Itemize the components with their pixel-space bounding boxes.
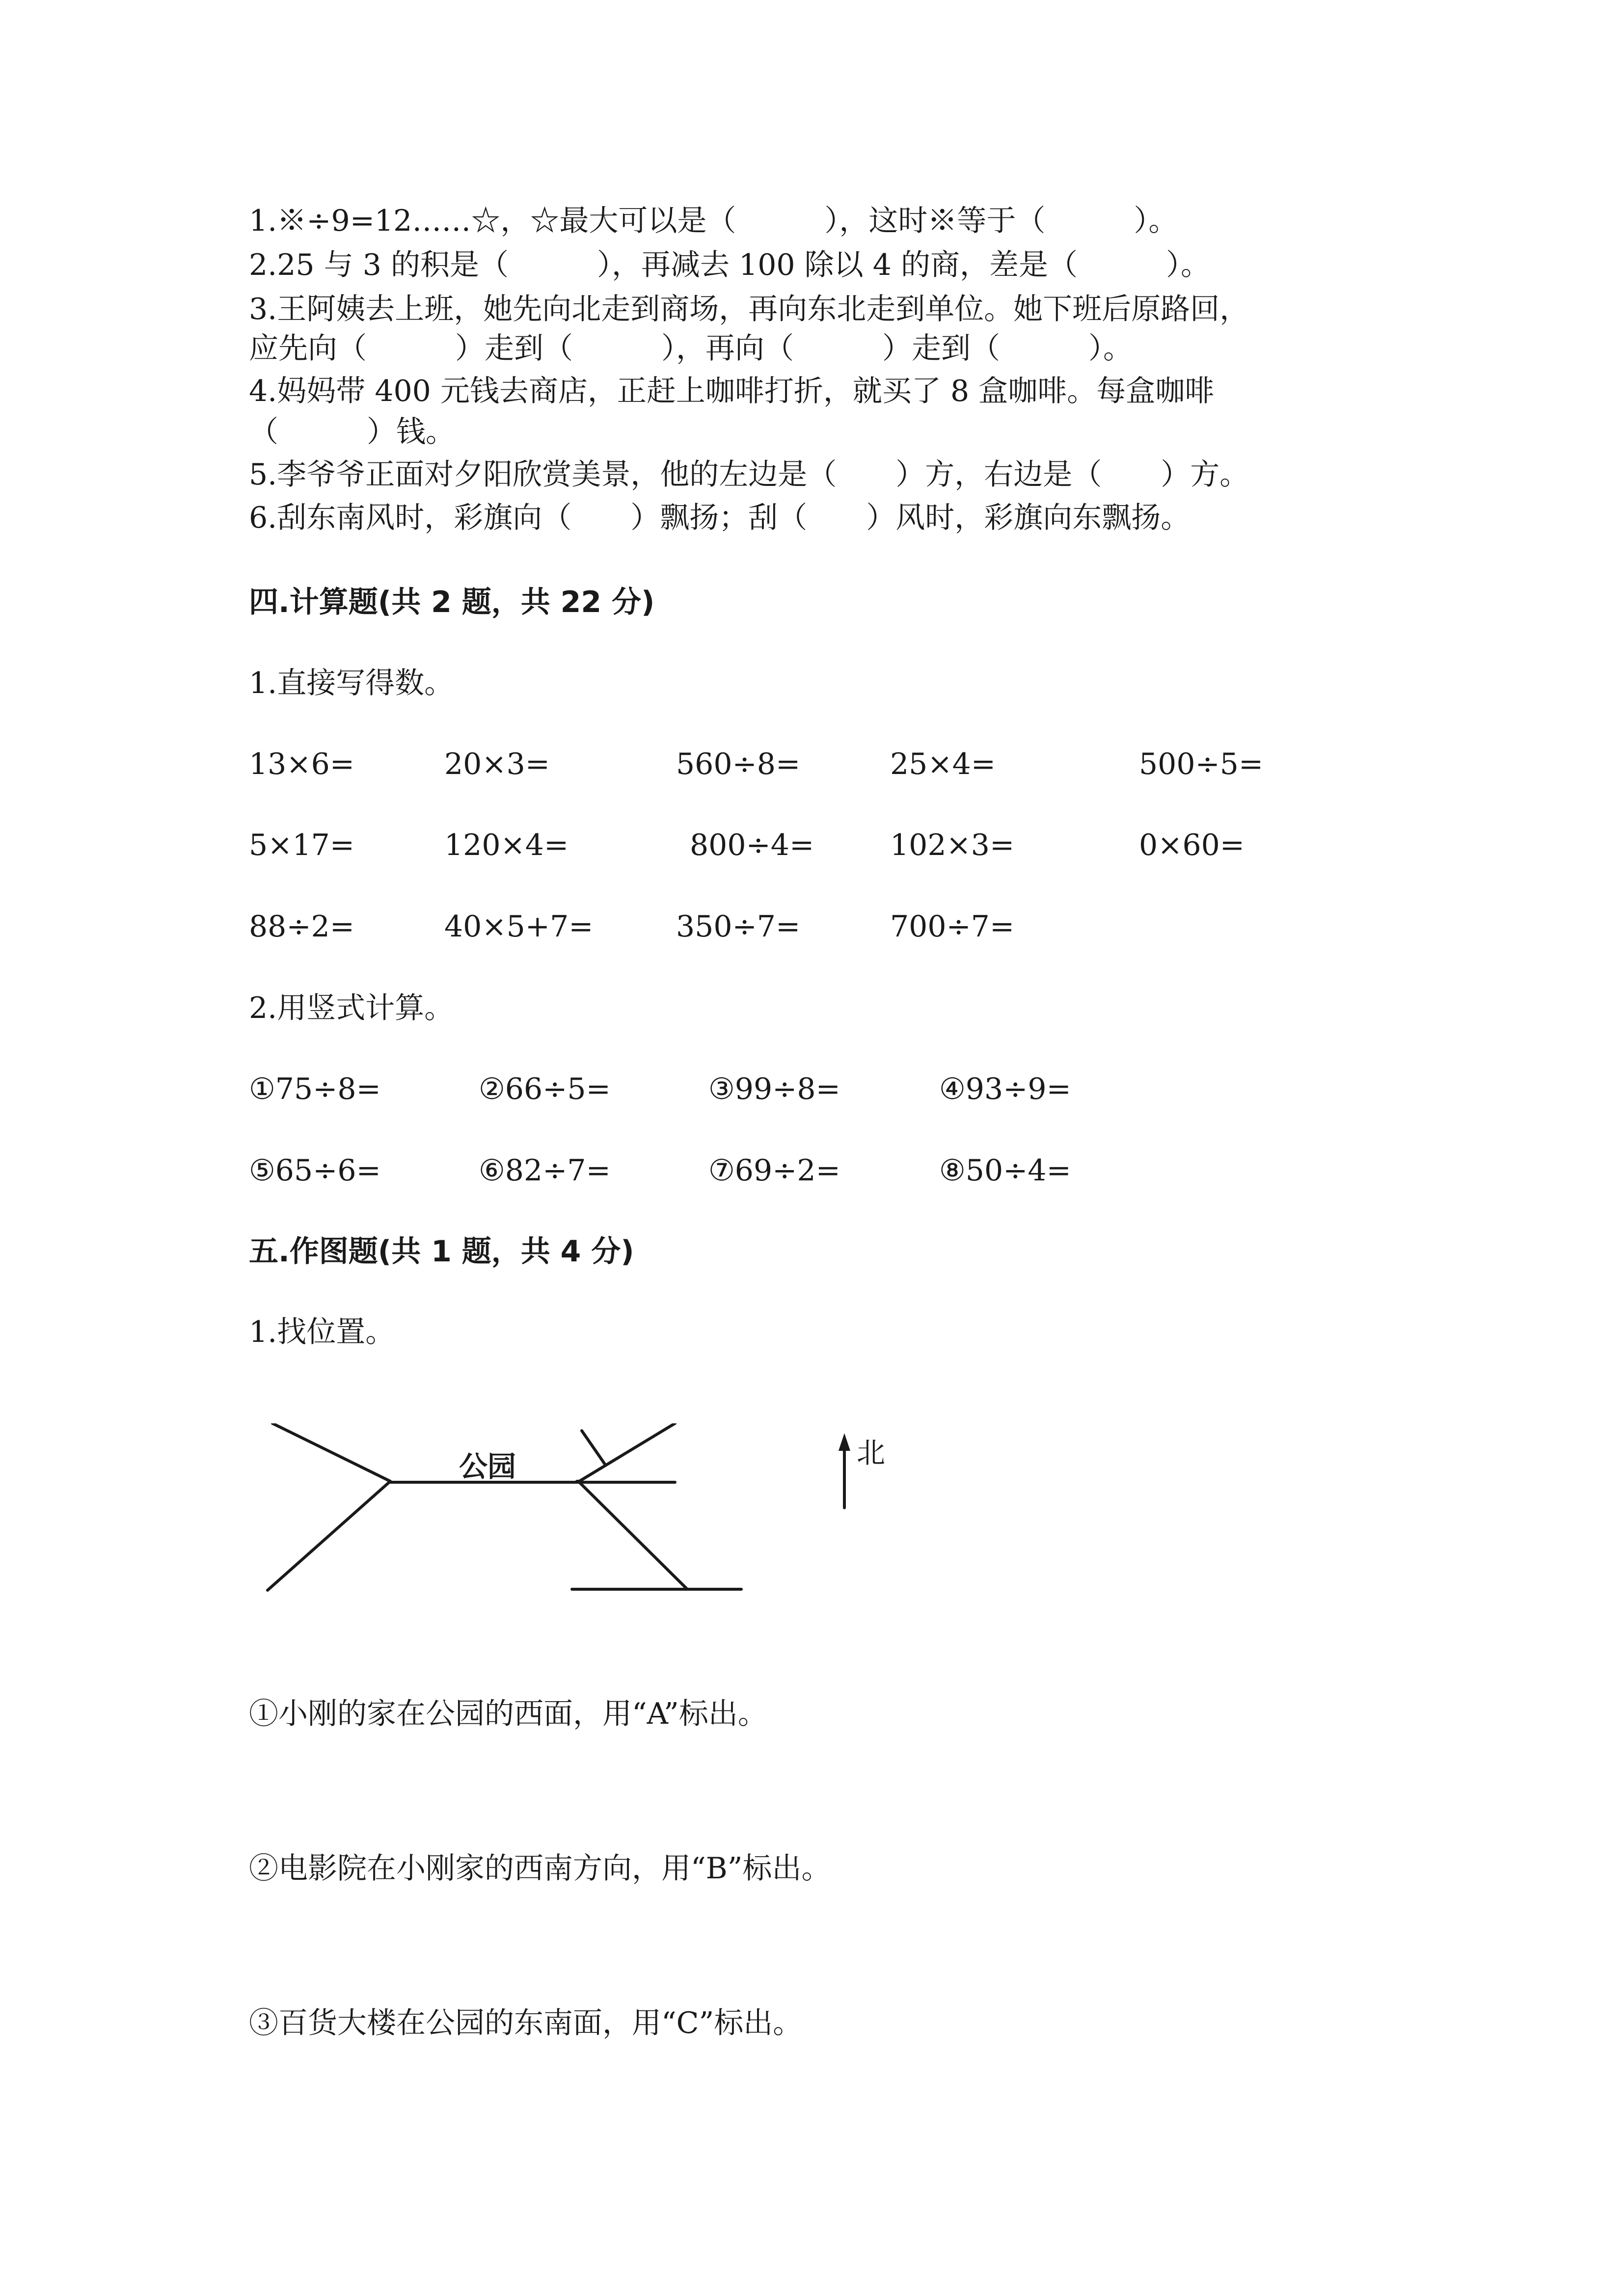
oral-calc-item: 800÷4= <box>690 828 814 862</box>
oral-calc-item: 88÷2= <box>249 909 355 944</box>
vertical-calc-item: ③99÷8= <box>708 1072 840 1106</box>
fill-question-2: 2.25 与 3 的积是（ ），再减去 100 除以 4 的商，差是（ ）。 <box>249 248 1210 282</box>
oral-calc-item: 0×60= <box>1139 828 1245 862</box>
oral-calc-item: 5×17= <box>249 828 355 862</box>
fill-question-4-line2: （ ）钱。 <box>249 415 455 449</box>
fill-question-1: 1.※÷9=12……☆，☆最大可以是（ ），这时※等于（ ）。 <box>249 204 1178 238</box>
oral-calc-item: 120×4= <box>444 828 569 862</box>
fill-question-6: 6.刮东南风时，彩旗向（ ）飘扬；刮（ ）风时，彩旗向东飘扬。 <box>249 501 1191 535</box>
oral-calc-item: 13×6= <box>249 747 355 781</box>
oral-calc-item: 500÷5= <box>1139 747 1264 781</box>
drawing-question-1-label: 1.找位置。 <box>249 1315 395 1349</box>
drawing-task-1: ①小刚的家在公园的西面，用“A”标出。 <box>249 1697 767 1731</box>
fill-question-4-line1: 4.妈妈带 400 元钱去商店，正赶上咖啡打折，就买了 8 盒咖啡。每盒咖啡 <box>249 374 1215 408</box>
vertical-calc-item: ⑧50÷4= <box>939 1153 1071 1188</box>
section-4-title: 四.计算题(共 2 题，共 22 分) <box>249 585 655 619</box>
vertical-calc-item: ⑤65÷6= <box>249 1153 381 1188</box>
oral-calc-item: 102×3= <box>890 828 1015 862</box>
north-label: 北 <box>857 1436 886 1469</box>
road-east-northeast <box>579 1423 675 1481</box>
oral-calc-item: 350÷7= <box>676 909 801 944</box>
road-west-southwest <box>268 1481 390 1590</box>
oral-calc-item: 25×4= <box>890 747 996 781</box>
vertical-calc-item: ⑥82÷7= <box>479 1153 611 1188</box>
park-map-diagram <box>255 1423 943 1629</box>
calc-question-2-label: 2.用竖式计算。 <box>249 991 454 1025</box>
vertical-calc-item: ⑦69÷2= <box>708 1153 840 1188</box>
oral-calc-item: 20×3= <box>444 747 550 781</box>
fill-question-3-line1: 3.王阿姨去上班，她先向北走到商场，再向东北走到单位。她下班后原路回， <box>249 292 1249 326</box>
oral-calc-item: 560÷8= <box>676 747 801 781</box>
oral-calc-item: 700÷7= <box>890 909 1015 944</box>
road-west-northwest <box>272 1423 390 1481</box>
section-5-title: 五.作图题(共 1 题，共 4 分) <box>249 1234 634 1269</box>
vertical-calc-item: ④93÷9= <box>939 1072 1071 1106</box>
road-east-southeast <box>579 1482 687 1589</box>
vertical-calc-item: ②66÷5= <box>479 1072 611 1106</box>
drawing-task-3: ③百货大楼在公园的东南面，用“C”标出。 <box>249 2006 803 2040</box>
north-arrow-icon <box>839 1433 850 1451</box>
oral-calc-item: 40×5+7= <box>444 909 594 944</box>
fill-question-3-line2: 应先向（ ）走到（ ），再向（ ）走到（ ）。 <box>249 331 1133 366</box>
road-east-spur <box>582 1431 605 1464</box>
park-label: 公园 <box>459 1450 516 1483</box>
drawing-task-2: ②电影院在小刚家的西南方向，用“B”标出。 <box>249 1851 831 1886</box>
fill-question-5: 5.李爷爷正面对夕阳欣赏美景，他的左边是（ ）方，右边是（ ）方。 <box>249 457 1249 492</box>
calc-question-1-label: 1.直接写得数。 <box>249 666 454 700</box>
vertical-calc-item: ①75÷8= <box>249 1072 381 1106</box>
